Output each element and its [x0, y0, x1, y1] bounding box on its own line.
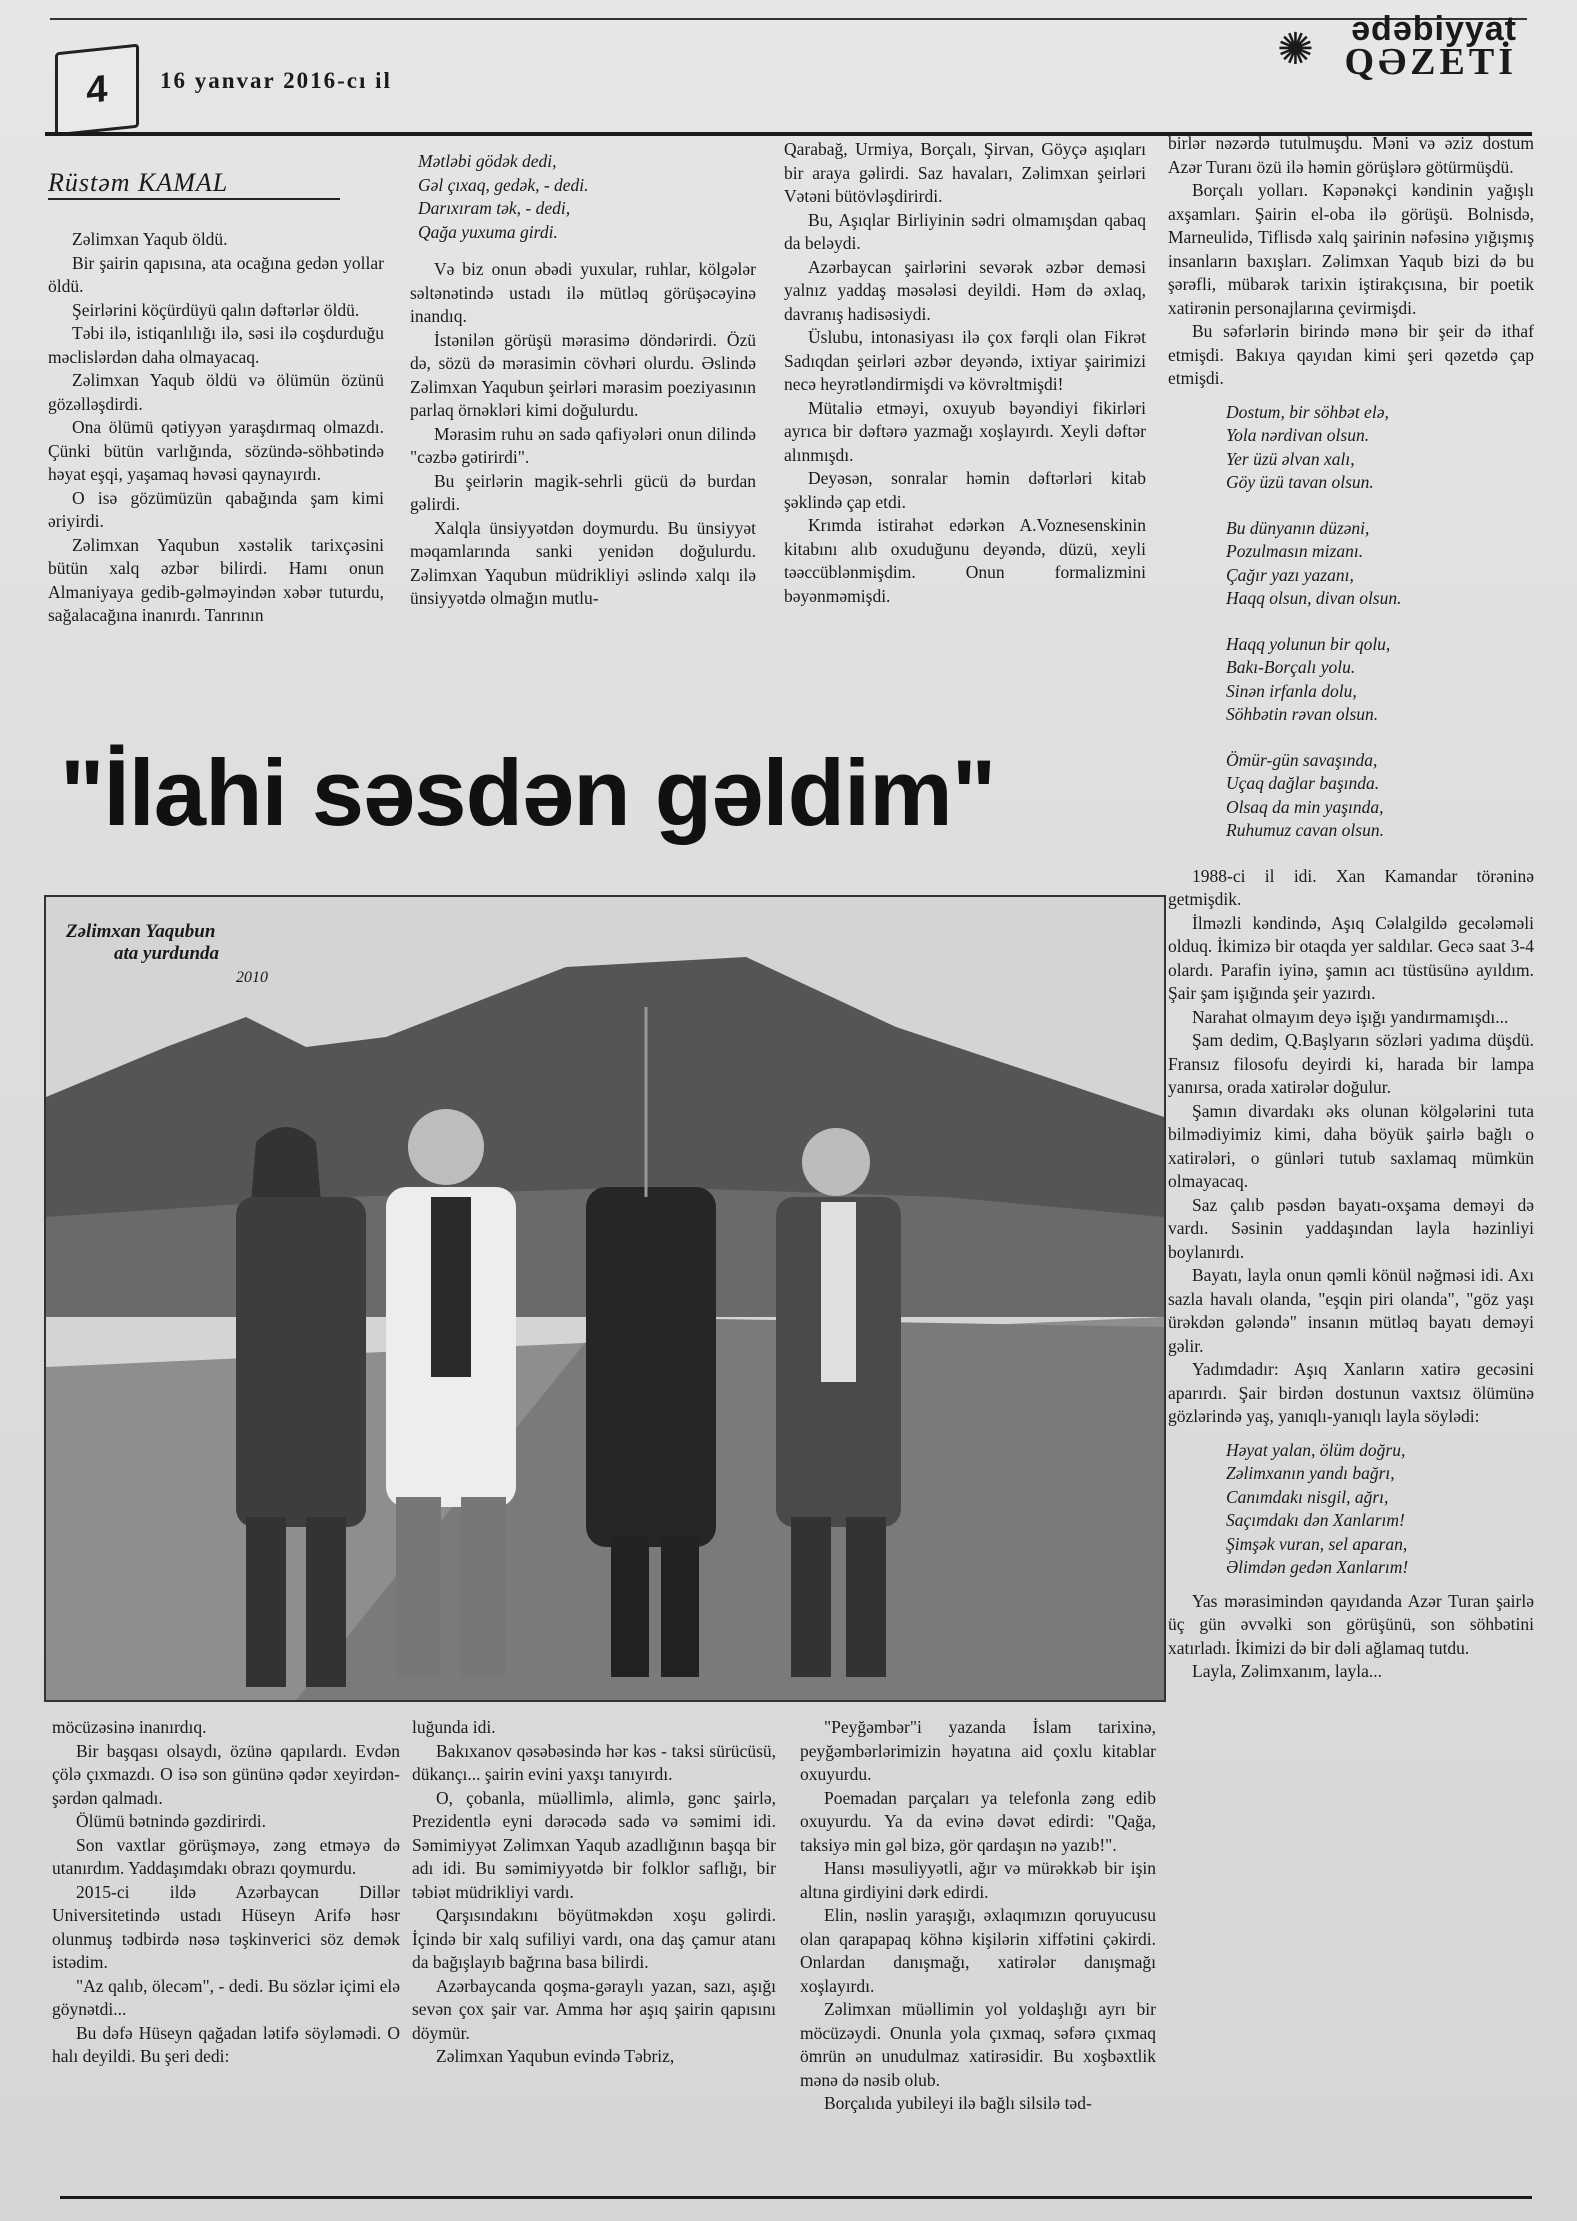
paragraph: 2015-ci ildə Azərbaycan Dillər Universitetində ustadı Hüseyn Arifə həsr olunmuş tədbirdə nəsə təşkinverici söz demək istədim.: [52, 1881, 400, 1972]
author-byline: Rüstəm KAMAL: [48, 168, 229, 197]
paragraph: "Az qalıb, ölecəm", - dedi. Bu sözlər içimi elə göynətdi...: [52, 1975, 400, 2019]
poem-line: Saçımdakı dən Xanlarım!: [1226, 1510, 1405, 1530]
poem-line: Söhbətin rəvan olsun.: [1226, 704, 1379, 724]
paragraph: Yas mərasimindən qayıdanda Azər Turan şairlə üç gün əvvəlki son görüşünü, son söhbətini xatırladı. İkimizi də bir dəli ağlamaq tutdu.: [1168, 1590, 1534, 1658]
paragraph: Zəlimxan Yaqub öldü.: [72, 229, 228, 249]
paragraph: Bayatı, layla onun qəmli könül nəğməsi idi. Axı sazla havalı olanda, "eşqin piri olanda", "göz yaşı ürəkdən gələndə" insanın mütləq bayatı deməyi gəlir.: [1168, 1265, 1534, 1356]
paragraph: Poemadan parçaları ya telefonla zəng edib oxuyurdu. Ya da evinə dəvət edirdi: "Qağa, taksiyə min gəl bizə, gör qardaşın nə yazıb!".: [800, 1787, 1156, 1855]
poem-line: Canımdakı nisgil, ağrı,: [1226, 1486, 1389, 1507]
poem: [1226, 401, 1534, 843]
paragraph: Bakıxanov qəsəbəsində hər kəs - taksi sürücüsü, dükançı... şairin evini yaxşı tanıyırdı.: [412, 1740, 776, 1784]
poem-stanza: [1226, 517, 1534, 611]
poem-line: Olsaq da min yaşında,: [1226, 796, 1384, 817]
masthead-logo: [1277, 10, 1517, 82]
paragraph: İstənilən görüşü mərasimə döndərirdi. Özü də, sözü də mərasimin cövhəri olurdu. Əslində Zəlimxan Yaqubun şeirləri mərasim poeziyasının parlaq örnəkləri kimi doğulurdu.: [410, 329, 756, 420]
poem-line: Çağır yazı yazanı,: [1226, 564, 1354, 585]
poem-line: Gəl çıxaq, gedək, - dedi.: [418, 174, 589, 195]
poem-line: Bu dünyanın düzəni,: [1226, 517, 1370, 538]
photo-illustration: [46, 897, 1164, 1700]
article-photo: [44, 895, 1166, 1702]
paragraph: Ona ölümü qətiyyən yaraşdırmaq olmazdı. Çünki bütün varlığında, sözündə-söhbətində həyat eşqi, yaşamaq həvəsi qaynayırdı.: [48, 417, 384, 484]
column-3-bottom: [800, 1716, 1156, 2116]
poem-stanza: [418, 150, 756, 244]
poem-line: Pozulmasın mizanı.: [1226, 541, 1364, 561]
paragraph: Layla, Zəlimxanım, layla...: [1192, 1661, 1383, 1681]
caption-line-2: ata yurdunda: [114, 943, 220, 964]
paragraph: "Peyğəmbər"i yazanda İslam tarixinə, peyğəmbərlərimizin həyatına aid çoxlu kitablar oxuyurdu.: [800, 1717, 1156, 1784]
masthead-bottom: QƏZETİ: [1344, 41, 1517, 83]
poem-line: Ömür-gün savaşında,: [1226, 749, 1378, 770]
poem-line: Darıxıram tək, - dedi,: [418, 198, 571, 218]
paragraph: Təbi ilə, istiqanlılığı ilə, səsi ilə coşdurduğu məclislərdən daha olmayacaq.: [48, 323, 384, 367]
paragraph: Zəlimxan Yaqubun xəstəlik tarixçəsini bütün xalq əzbər bilirdi. Hamı onun Almaniyaya gedib-gəlməyindən xəbər tuturdu, sağalacağına inanırdı. Tanrının: [48, 534, 384, 625]
masthead-top: ədəbiyyat: [1351, 10, 1517, 48]
poem-line: Haqq yolunun bir qolu,: [1226, 633, 1391, 654]
poem-line: Zəlimxanın yandı bağrı,: [1226, 1463, 1395, 1483]
poem-line: Əlimdən gedən Xanlarım!: [1226, 1557, 1409, 1577]
paragraph: Borçalı yolları. Kəpənəkçi kəndinin yağışlı axşamları. Şairin el-oba ilə görüşü. Bolnisdə, Marneulidə, Tiflisdə xalq şairinin nəfəsinə yığışmış insanların baxışları. Zəlimxan Yaqub bizi də bu şərəfli, mübarək tarixin iştirakçısına, bir poetik xatirənin personajlarına çevirmişdi.: [1168, 180, 1534, 318]
footer-rule: [60, 2196, 1532, 2199]
paragraph: Azərbaycan şairlərini sevərək əzbər deməsi yalnız yaddaş məsələsi deyildi. Həm də əxlaq, davranış hadisəsiydi.: [784, 256, 1146, 324]
paragraph: Azərbaycanda qoşma-gəraylı yazan, sazı, aşığı sevən çox şair var. Amma hər aşıq şairin qapısını döymür.: [412, 1975, 776, 2043]
poem-line: Dostum, bir söhbət elə,: [1226, 401, 1389, 422]
paragraph: Mütaliə etməyi, oxuyub bəyəndiyi fikirləri ayrıca bir dəftərə yazmağı xoşlayırdı. Xeyli dəftər alınmışdı.: [784, 397, 1146, 465]
paragraph: İlməzli kəndində, Aşıq Cəlalgildə gecələməli olduq. İkimizə bir otaqda yer saldılar. Gecə saat 3-4 olardı. Parafin iyinə, şamın acı tüstüsünə ayıldım. Şair şam işığında şeir yazırdı.: [1168, 912, 1534, 1003]
paragraph: Zəlimxan Yaqubun evində Təbriz,: [436, 2046, 675, 2066]
paragraph: Bu şeirlərin magik-sehrli gücü də burdan gəlirdi.: [410, 470, 756, 514]
paragraph: Şamın divardakı əks olunan kölgələrini tuta bilmədiyimiz kimi, daha böyük şairlə bağlı o xatirələri, o günləri tutub saxlamaq mümkün olmayacaq.: [1168, 1100, 1534, 1191]
paragraph: Deyəsən, sonralar həmin dəftərləri kitab şəklində çap etdi.: [784, 468, 1146, 512]
column-4: [1168, 132, 1534, 1684]
paragraph: Və biz onun əbədi yuxular, ruhlar, kölgələr səltənətində ustadı ilə mütləq görüşəcəyinə inandıq.: [410, 259, 756, 326]
paragraph: birlər nəzərdə tutulmuşdu. Məni və əziz dostum Azər Turanı özü ilə həmin görüşlərə götürmüşdü.: [1168, 133, 1534, 177]
poem-stanza: [1226, 633, 1534, 727]
paragraph: Ölümü bətnində gəzdirirdi.: [76, 1811, 267, 1831]
paragraph: Bu dəfə Hüseyn qağadan lətifə söyləmədi. O halı deyildi. Bu şeri dedi:: [52, 2022, 400, 2066]
poem-stanza: [1226, 401, 1534, 495]
paragraph: O isə gözümüzün qabağında şam kimi əriyirdi.: [48, 487, 384, 531]
page-number: 4: [86, 67, 108, 112]
caption-year: 2010: [236, 969, 268, 986]
paragraph: Saz çalıb pəsdən bayatı-oxşama deməyi də vardı. Səsinin yaddaşından layla həzinliyi boylanırdı.: [1168, 1194, 1534, 1262]
poem-line: Uçaq dağlar başında.: [1226, 773, 1380, 793]
paragraph: Şam dedim, Q.Başlyarın sözləri yadıma düşdü. Fransız filosofu deyirdi ki, harada bir lampa yanırsa, orada xatirələr doğulur.: [1168, 1030, 1534, 1097]
paragraph: Son vaxtlar görüşməyə, zəng etməyə də utanırdım. Yaddaşımdakı obrazı qoymurdu.: [52, 1834, 400, 1878]
sun-ornament-icon: ✺: [1277, 25, 1314, 74]
poem-line: Qağa yuxuma girdi.: [418, 221, 558, 242]
column-2-top: [410, 150, 756, 611]
column-1-top: [48, 228, 384, 628]
column-2-bottom: [412, 1716, 776, 2069]
paragraph: Krımda istirahət edərkən A.Voznesenskinin kitabını alıb oxuduğunu deyəndə, düzü, xeyli təəccüblənmişdim. Onun formalizmini bəyənməmişdi.: [784, 515, 1146, 606]
poem-line: Haqq olsun, divan olsun.: [1226, 588, 1402, 608]
poem-stanza: [1226, 749, 1534, 843]
author-rule: [48, 198, 340, 200]
issue-date: 16 yanvar 2016-cı il: [160, 68, 392, 93]
poem-line: Həyat yalan, ölüm doğru,: [1226, 1439, 1406, 1460]
column-1-bottom: [52, 1716, 400, 2069]
paragraph: Üslubu, intonasiyası ilə çox fərqli olan Fikrət Sadıqdan şeirləri əzbər deyəndə, ixtiyar şairimizi necə heyrətləndirmişdi və kövrəltmişdi!: [784, 327, 1146, 394]
paragraph: Mərasim ruhu ən sadə qafiyələri onun dilində "cəzbə gətirirdi".: [410, 423, 756, 467]
paragraph: Qarabağ, Urmiya, Borçalı, Şirvan, Göyçə aşıqları bir araya gəlirdi. Saz havaları, Zəlimxan şeirləri Vətəni bütövləşdirirdi.: [784, 139, 1146, 206]
poem-line: Ruhumuz cavan olsun.: [1226, 820, 1384, 840]
poem-line: Şimşək vuran, sel aparan,: [1226, 1533, 1408, 1554]
poem-line: Yola nərdivan olsun.: [1226, 425, 1370, 445]
caption-line-1: Zəlimxan Yaqubun: [66, 921, 216, 942]
paragraph: Hansı məsuliyyətli, ağır və mürəkkəb bir işin altına girdiyini dərk edirdi.: [800, 1858, 1156, 1902]
poem-line: Bakı-Borçalı yolu.: [1226, 657, 1356, 677]
paragraph: Zəlimxan Yaqub öldü və ölümün özünü gözəlləşdirdi.: [48, 370, 384, 414]
paragraph: Şeirlərini köçürdüyü qalın dəftərlər öldü.: [72, 299, 360, 320]
poem-line: Mətləbi gödək dedi,: [418, 151, 557, 171]
paragraph: Elin, nəslin yaraşığı, əxlaqımızın qoruyucusu olan qarapapaq köhnə kişilərin xiffətini çəkirdi. Onlardan danışmağı, xatirələr danışmağı xoşlayırdı.: [800, 1905, 1156, 1996]
page-number-badge: [55, 44, 139, 137]
paragraph: luğunda idi.: [412, 1717, 496, 1737]
paragraph: Xalqla ünsiyyətdən doymurdu. Bu ünsiyyət məqamlarında sanki yenidən doğulurdu. Zəlimxan Yaqubun müdrikliyi əslində xalqı ilə ünsiyyətdə olmağın mutlu-: [410, 517, 756, 608]
paragraph: Bir başqası olsaydı, özünə qapılardı. Evdən çölə çıxmazdı. O isə son gününə qədər xeyirdən-şərdən qalmadı.: [52, 1740, 400, 1808]
poem-stanza: [1226, 1439, 1534, 1580]
paragraph: möcüzəsinə inanırdıq.: [52, 1717, 207, 1737]
paragraph: Bir şairin qapısına, ata ocağına gedən yollar öldü.: [48, 252, 384, 296]
paragraph: Zəlimxan müəllimin yol yoldaşlığı ayrı bir möcüzəydi. Onunla yola çıxmaq, səfərə çıxmaq ömrün ən unudulmaz xatirəsidir. Bu xoşbəxtlik mənə də nəsib olub.: [800, 1999, 1156, 2090]
paragraph: Yadımdadır: Aşıq Xanların xatirə gecəsini aparırdı. Şair birdən dostunun vaxtsız ölümünə gözlərində yaş, yanıqlı-yanıqlı layla söylədi:: [1168, 1359, 1534, 1426]
paragraph: 1988-ci il idi. Xan Kamandar törəninə getmişdik.: [1168, 865, 1534, 909]
paragraph: Borçalıda yubileyi ilə bağlı silsilə təd-: [824, 2093, 1092, 2113]
paragraph: Narahat olmayım deyə işığı yandırmamışdı...: [1192, 1006, 1509, 1027]
paragraph: O, çobanla, müəllimlə, alimlə, gənc şairlə, Prezidentlə eyni dərəcədə sadə və səmimi idi. Səmimiyyət Zəlimxan Yaqub azadlığının başqa bir adı idi. Bu səmimiyyətdə bir folklor saflığı, bir təbiət müdrikliyi vardı.: [412, 1787, 776, 1902]
poem-line: Yer üzü əlvan xalı,: [1226, 448, 1355, 469]
poem-line: Sinən irfanla dolu,: [1226, 680, 1357, 701]
paragraph: Bu səfərlərin birində mənə bir şeir də ithaf etmişdi. Bakıya qayıdan kimi şeri qəzetdə çap etmişdi.: [1168, 321, 1534, 388]
poem-line: Göy üzü tavan olsun.: [1226, 472, 1374, 492]
paragraph: Qarşısındakını böyütməkdən xoşu gəlirdi. İçində bir xalq sufiliyi vardı, ona daş çamur atanı da bağışlayıb bağrına basa bilirdi.: [412, 1905, 776, 1972]
paragraph: Bu, Aşıqlar Birliyinin sədri olmamışdan qabaq da beləydi.: [784, 209, 1146, 253]
photo-caption: [66, 921, 268, 986]
article-headline: "İlahi səsdən gəldim": [60, 740, 996, 845]
column-3-top: [784, 138, 1146, 608]
